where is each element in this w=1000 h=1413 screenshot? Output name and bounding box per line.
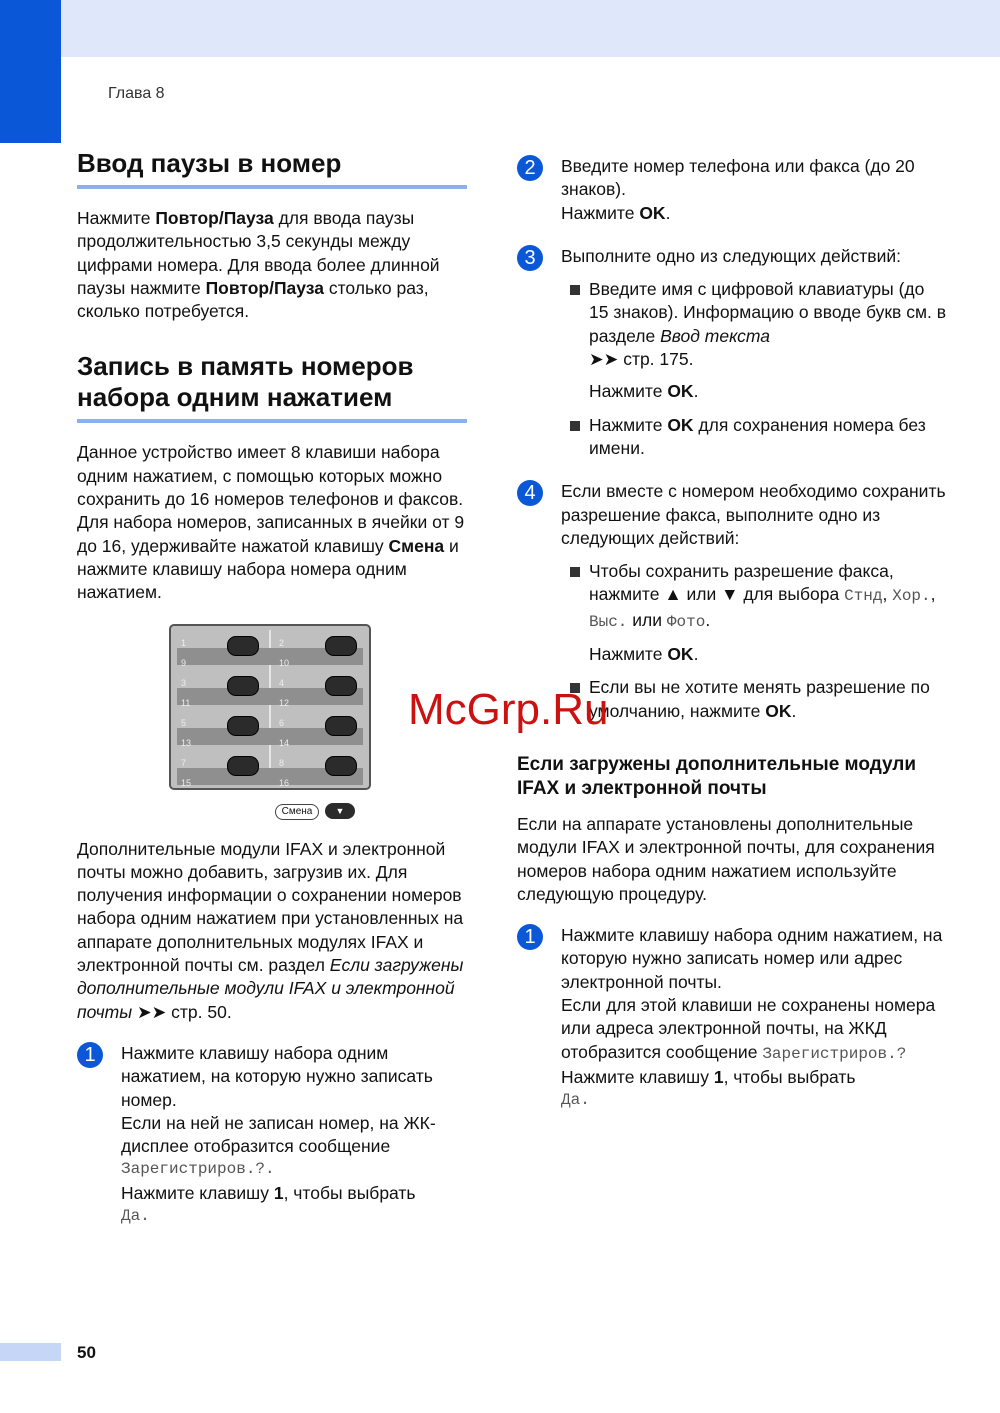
lcd-message: Зарегистриров.?. bbox=[121, 1160, 275, 1179]
step-number-icon: 1 bbox=[77, 1042, 103, 1068]
page-number-band bbox=[0, 1343, 61, 1361]
header-band bbox=[0, 0, 1000, 57]
page-number: 50 bbox=[77, 1343, 96, 1362]
step-number-icon: 2 bbox=[517, 155, 543, 181]
shift-arrow-icon: ▼ bbox=[325, 803, 355, 819]
step-4-note: Нажмите OK. bbox=[589, 644, 699, 665]
bullet-square-icon bbox=[570, 567, 580, 577]
key-label: 11 bbox=[181, 697, 191, 708]
one-touch-key bbox=[227, 756, 259, 776]
step-4-option-1: Чтобы сохранить разрешение факса, нажмите ▲ или ▼ для выбора Стнд, Хор., Выс. или Фото. bbox=[517, 560, 947, 634]
step-text: Нажмите клавишу набора одним нажатием, на которую нужно записать номер. bbox=[121, 1042, 433, 1110]
section-title-pause: Ввод паузы в номер bbox=[77, 148, 467, 189]
shift-label: Смена bbox=[275, 804, 319, 820]
chapter-tab bbox=[0, 0, 61, 143]
key-label: 8 bbox=[279, 757, 285, 768]
step-number-icon: 4 bbox=[517, 480, 543, 506]
key-label: 10 bbox=[279, 657, 290, 668]
key-label: 13 bbox=[181, 737, 192, 748]
step-text: Нажмите клавишу набора одним нажатием, на которую нужно записать номер или адрес электронной почты. bbox=[561, 925, 943, 992]
key-label: 15 bbox=[181, 777, 192, 788]
chapter-label: Глава 8 bbox=[108, 85, 165, 102]
key-label: 7 bbox=[181, 757, 187, 768]
ifax-intro-paragraph: Если на аппарате установлены дополнительные модули IFAX и электронной почты, для сохранения номеров набора одним нажатием используйте следующую процедуру. bbox=[517, 813, 935, 904]
key-label: 14 bbox=[279, 737, 290, 748]
up-arrow-icon: ▲ bbox=[664, 584, 682, 605]
step-number-icon: 3 bbox=[517, 245, 543, 271]
key-label: 12 bbox=[279, 697, 290, 708]
pause-paragraph: Нажмите Повтор/Пауза для ввода паузы продолжительностью 3,5 секунды между цифрами номера. Для ввода более длинной паузы нажмите Повтор/Пауза столько раз, сколько потребуется. bbox=[77, 208, 440, 322]
one-touch-key bbox=[227, 676, 259, 696]
key-label: 3 bbox=[181, 677, 187, 688]
step-3 bbox=[517, 245, 947, 268]
key-label: 6 bbox=[279, 717, 285, 728]
speed-dial-paragraph: Данное устройство имеет 8 клавиши набора одним нажатием, с помощью которых можно сохранить до 16 номеров телефонов и факсов. Для набора номеров, записанных в ячейки от 9 до 16, удерживайте нажатой клавишу Смена и нажмите клавишу набора номера одним нажатием. bbox=[77, 442, 465, 603]
step-text: Нажмите клавишу 1, чтобы выбрать bbox=[121, 1182, 416, 1203]
one-touch-key bbox=[227, 716, 259, 736]
step-text: Нажмите клавишу 1, чтобы выбрать bbox=[561, 1066, 856, 1087]
one-touch-key bbox=[325, 756, 357, 776]
lcd-message: Да. bbox=[561, 1091, 590, 1110]
step-text: Нажмите OK. bbox=[561, 202, 671, 223]
step-3-note: Нажмите OK. bbox=[589, 381, 699, 402]
step-text: Если на ней не записан номер, на ЖК-дисплее отобразится сообщение bbox=[121, 1112, 436, 1157]
step-1 bbox=[77, 1042, 467, 1228]
key-label: 1 bbox=[181, 637, 187, 648]
section-title-speed-dial: Запись в память номеров набора одним нажатием bbox=[77, 351, 467, 423]
step-1-ifax bbox=[517, 924, 947, 1112]
key-label: 9 bbox=[181, 657, 187, 668]
key-label: 5 bbox=[181, 717, 187, 728]
one-touch-keypad-illustration bbox=[169, 624, 371, 790]
bullet-square-icon bbox=[570, 421, 580, 431]
step-4-option-2: Если вы не хотите менять разрешение по умолчанию, нажмите OK. bbox=[517, 676, 947, 723]
step-text: Если вместе с номером необходимо сохранить разрешение факса, выполните одно из следующих действий: bbox=[561, 481, 946, 548]
one-touch-key bbox=[325, 716, 357, 736]
one-touch-key bbox=[227, 636, 259, 656]
one-touch-key bbox=[325, 676, 357, 696]
down-arrow-icon: ▼ bbox=[721, 584, 739, 605]
step-text: Если для этой клавиши не сохранены номера или адреса электронной почты, на ЖКД отобразится сообщение Зарегистриров.? bbox=[561, 995, 936, 1063]
key-label: 2 bbox=[279, 637, 285, 648]
shift-key-illustration bbox=[77, 802, 467, 824]
step-3-option-2: Нажмите OK для сохранения номера без имени. bbox=[517, 414, 947, 461]
one-touch-key bbox=[325, 636, 357, 656]
key-label: 4 bbox=[279, 677, 285, 688]
lcd-message: Да. bbox=[121, 1207, 150, 1226]
ifax-paragraph: Дополнительные модули IFAX и электронной почты можно добавить, загрузив их. Для получения информации о сохранении номеров набора одним нажатием при установленных на аппарате дополнительных модулях IFAX и электронной почты см. раздел Если загружены дополнительные модули IFAX и электронной почты ➤➤ стр. 50. bbox=[77, 838, 464, 1022]
step-4 bbox=[517, 480, 947, 550]
step-number-icon: 1 bbox=[517, 924, 543, 950]
bullet-square-icon bbox=[570, 285, 580, 295]
step-3-option-1: Введите имя с цифровой клавиатуры (до 15 знаков). Информацию о вводе букв см. в разделе Ввод текста ➤➤ стр. 175. bbox=[517, 278, 947, 371]
step-2 bbox=[517, 155, 947, 225]
watermark: McGrp.Ru bbox=[408, 685, 609, 734]
right-column bbox=[517, 148, 947, 1113]
section-title-ifax: Если загружены дополнительные модули IFAX и электронной почты bbox=[517, 753, 917, 799]
key-label: 16 bbox=[279, 777, 290, 788]
step-text: Выполните одно из следующих действий: bbox=[561, 245, 901, 266]
step-text: Введите номер телефона или факса (до 20 знаков). bbox=[561, 156, 915, 200]
